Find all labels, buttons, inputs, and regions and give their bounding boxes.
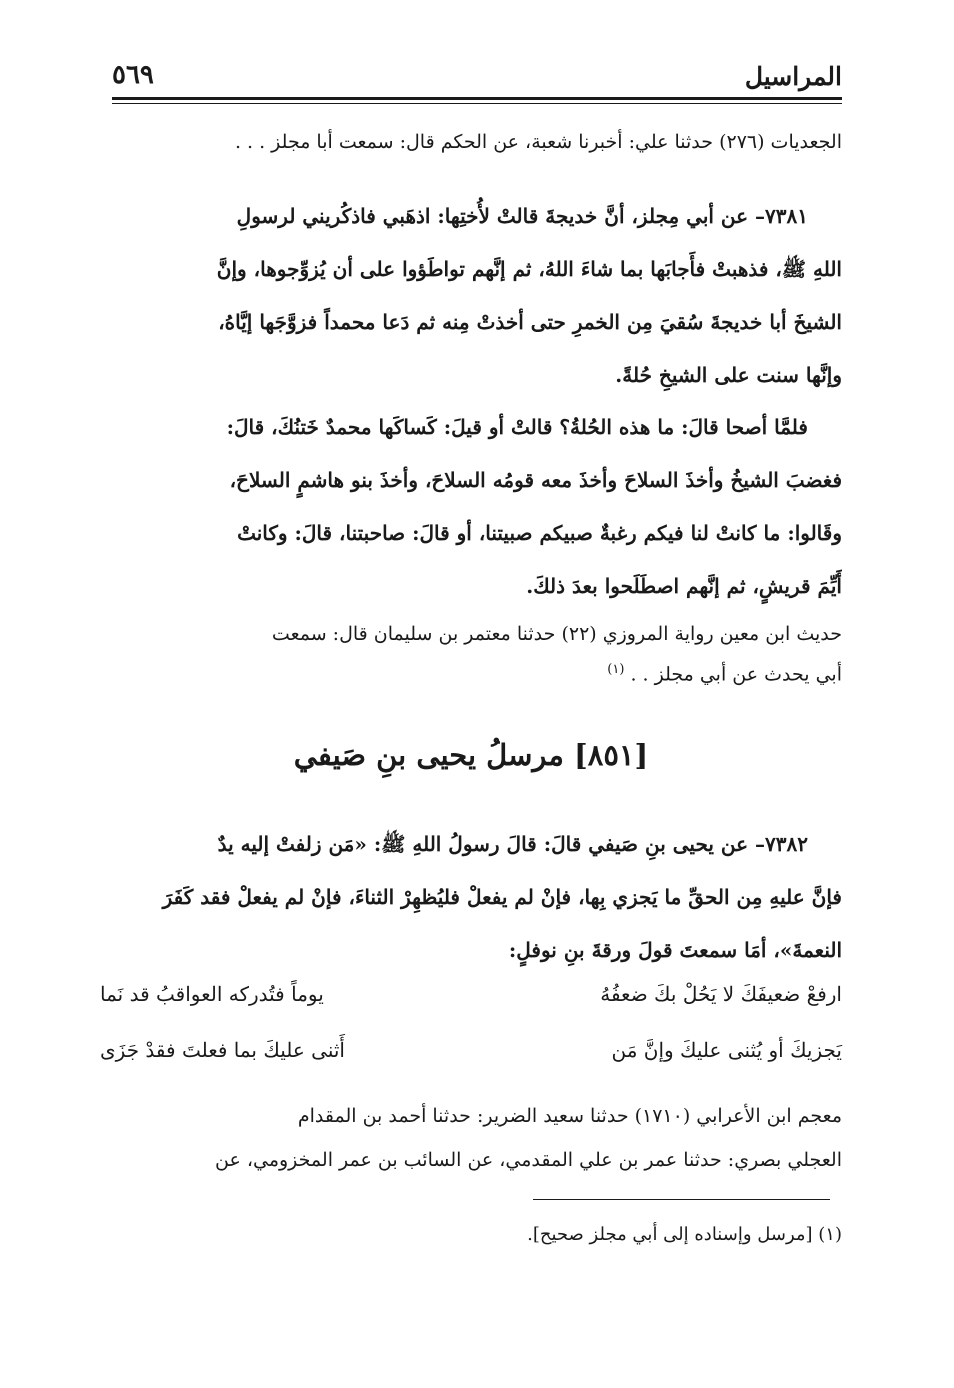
hadith-7381: [100, 190, 842, 402]
hadith-line: فلمَّا أصحا قالَ: ما هذه الحُلةُ؟ قالتْ أو قيلَ: كَساكَها محمدٌ خَتنُكَ، قالَ:: [226, 415, 808, 439]
page-number: ٥٦٩: [112, 60, 154, 90]
source-line: معجم ابن الأعرابي (١٧١٠) حدثنا سعيد الضرير: حدثنا أحمد بن المقدام: [297, 1105, 842, 1127]
hadith-line: فغضبَ الشيخُ وأخذَ السلاحَ وأخذَ معه قومُه السلاحَ، وأخذَ بنو هاشمٍ السلاحَ،: [229, 468, 842, 492]
source-line: حديث ابن معين رواية المروزي (٢٢) حدثنا معتمر بن سليمان قال: سمعت: [271, 623, 842, 645]
hadith-line: فإنَّ عليهِ مِن الحقِّ ما يَجزي بِها، فإنْ لم يفعلْ فليُظهِرْ الثناءَ، فإنْ لم يفعلْ فقد كَفَرَ: [162, 885, 842, 909]
hadith-line: أَيِّمَ قريشٍ، ثم إنَّهم اصطَلَحوا بعدَ ذلكَ.: [526, 574, 842, 598]
source-text: أبي يحدث عن أبي مجلز . .: [630, 663, 842, 686]
hadith-7382: [100, 818, 842, 977]
source-line: [100, 652, 842, 692]
section-heading: [٨٥١] مرسلُ يحيى بنِ صَيفي: [293, 738, 649, 772]
poem-verse: [100, 966, 842, 1022]
hadith-line: الشيخَ أبا خديجةَ سُقيَ مِن الخمرِ حتى أخذتْ مِنه ثم دَعا محمداً فزوَّجَها إيَّاهُ،: [218, 310, 842, 334]
poem-verse: [100, 1022, 842, 1078]
header-rule: [112, 97, 842, 100]
source-citation: [100, 616, 842, 692]
source-line: الجعديات (٢٧٦) حدثنا علي: أخبرنا شعبة، عن الحكم قال: سمعت أبا مجلز . . .: [234, 131, 842, 153]
hadith-line: النعمةَ»، أمَا سمعتَ قولَ ورقةَ بنِ نوفلٍ:: [508, 938, 842, 962]
hadith-line: وقَالوا: ما كانتْ لنا فيكم رغبةٌ صبيكم صبيتنا، أو قالَ: صاحبتنا، قالَ: وكانتْ: [237, 521, 842, 545]
hadith-line: وإنَّها سنت على الشيخِ حُلةً.: [615, 363, 842, 387]
hadith-line: اللهِ ﷺ، فذهبتْ فأَجابَها بما شاءَ اللهُ، ثم إنَّهم تواطَؤوا على أن يُزوِّجوها، وإنَّ: [216, 257, 842, 281]
footnote-ref: (١): [607, 662, 625, 677]
hadith-line: ٧٣٨١– عن أبي مِجلز، أنَّ خديجةَ قالتْ لأُختِها: اذهَبي فاذكُريني لرسولِ: [236, 204, 808, 228]
poem: [100, 966, 842, 1078]
poem-hemistich: يوماً فتُدركه العواقبُ قد نَما: [100, 982, 324, 1006]
source-citation: [100, 1094, 842, 1182]
running-title: المراسيل: [744, 62, 842, 91]
poem-hemistich: يَجزيكَ أو يُثنى عليكَ وإنَّ مَن: [611, 1038, 842, 1062]
poem-hemistich: ارفعْ ضعيفَكَ لا يَحُلْ بكَ ضعفُهُ: [600, 982, 842, 1006]
source-line: العجلي بصري: حدثنا عمر بن علي المقدمي، عن السائب بن عمر المخزومي، عن: [215, 1149, 842, 1171]
header-rule-thin: [112, 103, 842, 104]
source-citation: [100, 124, 842, 160]
hadith-7381-continuation: [100, 401, 842, 613]
footnote: (١) [مرسل وإسناده إلى أبي مجلز صحيح].: [527, 1224, 842, 1245]
hadith-line: ٧٣٨٢– عن يحيى بنِ صَيفي قالَ: قالَ رسولُ اللهِ ﷺ: «مَن زلفتْ إليه يدٌ: [217, 832, 808, 856]
footnote-separator: [533, 1199, 830, 1200]
page-header: [112, 58, 842, 98]
poem-hemistich: أَثنى عليكَ بما فعلتَ فقدْ جَزَى: [100, 1038, 345, 1062]
